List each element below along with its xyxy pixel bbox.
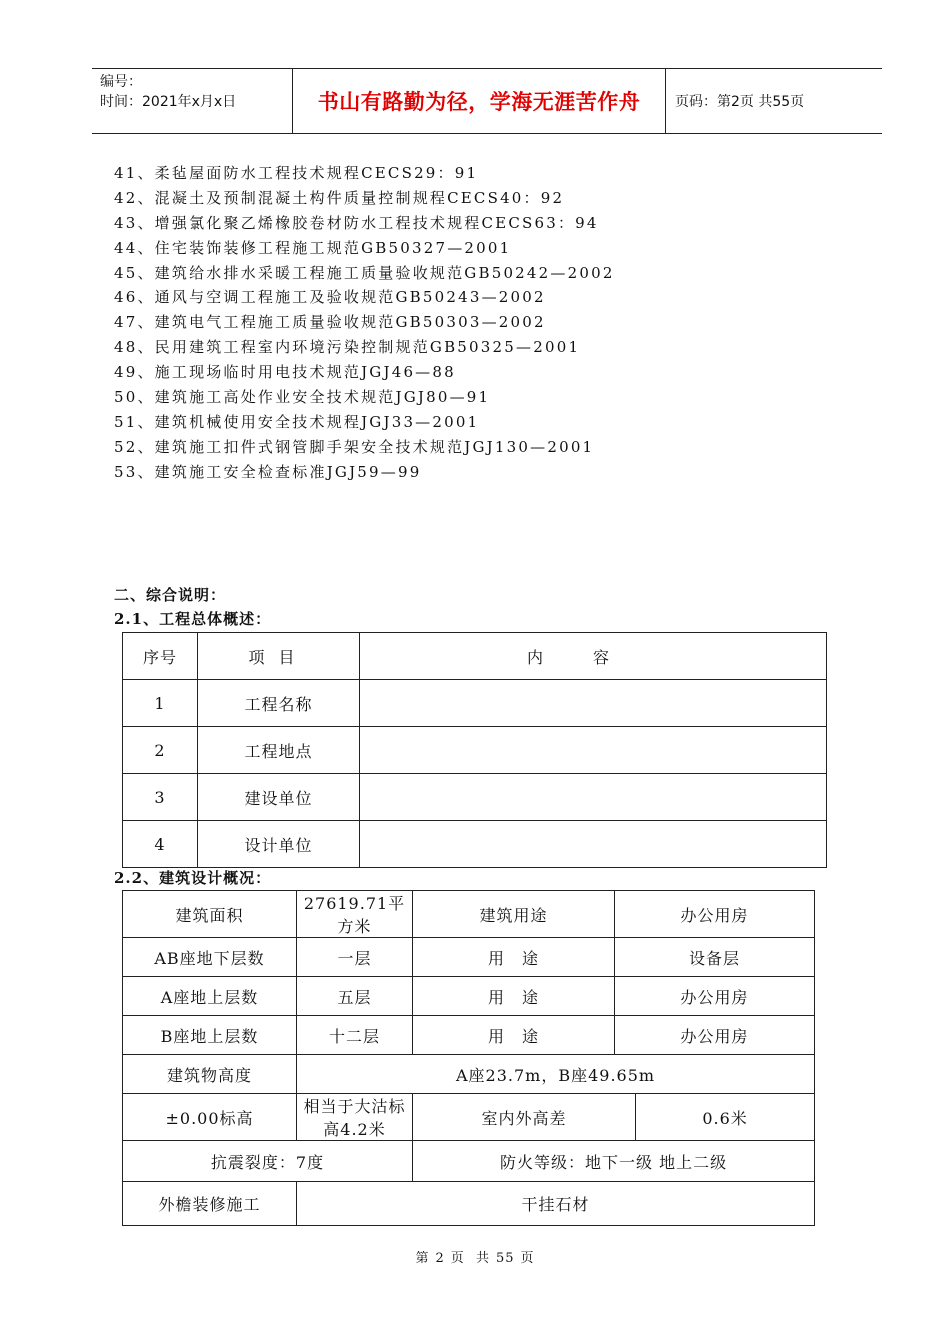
footer-ye: 页 <box>450 1251 465 1266</box>
header-meta <box>92 69 293 133</box>
standard-item: 52、建筑施工扣件式钢管脚手架安全技术规范JGJ130—2001 <box>114 437 595 456</box>
cell-label: A座地上层数 <box>123 977 297 1016</box>
page-footer <box>0 1247 950 1266</box>
cell-item: 工程地点 <box>198 727 360 774</box>
cell-value: 0.6米 <box>636 1094 815 1141</box>
cell-value: 相当于大沽标高4.2米 <box>297 1094 413 1141</box>
cell-value: 27619.71平方米 <box>297 891 413 938</box>
standard-item: 44、住宅装饰装修工程施工规范GB50327—2001 <box>114 238 512 257</box>
standards-list <box>114 161 615 485</box>
table-header-row <box>123 633 827 680</box>
cell-value: 办公用房 <box>615 977 815 1016</box>
header-motto-cell <box>293 69 666 133</box>
cell-label: 建筑面积 <box>123 891 297 938</box>
table-row <box>123 1055 815 1094</box>
cell-content <box>360 774 827 821</box>
table-row <box>123 1182 815 1226</box>
header-time-label: 时间：2021年x月x日 <box>100 94 237 110</box>
table-row <box>123 891 815 938</box>
cell-value: 干挂石材 <box>297 1182 815 1226</box>
cell-label: 用 途 <box>413 977 615 1016</box>
header-cell-item: 项目 <box>198 633 360 680</box>
standard-item: 41、柔毡屋面防水工程技术规程CECS29：91 <box>114 164 479 182</box>
header-page-info <box>666 69 882 133</box>
design-table <box>122 890 815 1226</box>
standard-item: 53、建筑施工安全检查标准JGJ59—99 <box>114 462 422 481</box>
standard-item: 49、施工现场临时用电技术规范JGJ46—88 <box>114 363 456 382</box>
cell-no: 3 <box>123 774 198 821</box>
table-row <box>123 680 827 727</box>
table-row <box>123 938 815 977</box>
cell-label: 建筑用途 <box>413 891 615 938</box>
cell-item: 工程名称 <box>198 680 360 727</box>
footer-gong: 共 <box>475 1251 490 1266</box>
header-motto: 书山有路勤为径，学海无涯苦作舟 <box>317 90 641 114</box>
overview-table <box>122 632 827 868</box>
footer-ye: 页 <box>520 1251 535 1266</box>
table-row <box>123 727 827 774</box>
header-cell-content: 内容 <box>360 633 827 680</box>
standard-item: 50、建筑施工高处作业安全技术规范JGJ80—91 <box>114 388 491 407</box>
standard-item: 45、建筑给水排水采暖工程施工质量验收规范GB50242—2002 <box>114 263 615 282</box>
page-header <box>92 68 882 134</box>
cell-item: 建设单位 <box>198 774 360 821</box>
cell-value: 十二层 <box>297 1016 413 1055</box>
standard-item: 51、建筑机械使用安全技术规程JGJ33—2001 <box>114 412 480 431</box>
header-code-label: 编号： <box>100 74 142 90</box>
cell-value: A座23.7m，B座49.65m <box>297 1055 815 1094</box>
cell-label: 用 途 <box>413 1016 615 1055</box>
cell-value: 办公用房 <box>615 1016 815 1055</box>
cell-seismic: 抗震裂度：7度 <box>123 1141 413 1182</box>
table-row <box>123 1094 815 1141</box>
cell-label: 用 途 <box>413 938 615 977</box>
table-row <box>123 821 827 868</box>
subsection-title-design: 2.2、建筑设计概况： <box>114 869 272 887</box>
cell-label: B座地上层数 <box>123 1016 297 1055</box>
cell-value: 办公用房 <box>615 891 815 938</box>
table-row <box>123 1141 815 1182</box>
header-cell-no: 序号 <box>123 633 198 680</box>
cell-label: ±0.00标高 <box>123 1094 297 1141</box>
standard-item: 43、增强氯化聚乙烯橡胶卷材防水工程技术规程CECS63：94 <box>114 213 599 232</box>
cell-label: 室内外高差 <box>413 1094 636 1141</box>
cell-no: 2 <box>123 727 198 774</box>
cell-no: 4 <box>123 821 198 868</box>
table-row <box>123 774 827 821</box>
cell-value: 一层 <box>297 938 413 977</box>
subsection-title-overview: 2.1、工程总体概述： <box>114 610 272 628</box>
cell-label: AB座地下层数 <box>123 938 297 977</box>
table-row <box>123 1016 815 1055</box>
cell-content <box>360 727 827 774</box>
cell-content <box>360 821 827 868</box>
cell-no: 1 <box>123 680 198 727</box>
footer-page-number: 2 <box>435 1251 445 1266</box>
footer-total-pages: 55 <box>495 1251 515 1266</box>
footer-di: 第 <box>415 1251 430 1266</box>
table-row <box>123 977 815 1016</box>
cell-content <box>360 680 827 727</box>
standard-item: 46、通风与空调工程施工及验收规范GB50243—2002 <box>114 288 546 307</box>
standard-item: 42、混凝土及预制混凝土构件质量控制规程CECS40：92 <box>114 188 565 207</box>
cell-value: 设备层 <box>615 938 815 977</box>
cell-item: 设计单位 <box>198 821 360 868</box>
standard-item: 47、建筑电气工程施工质量验收规范GB50303—2002 <box>114 313 546 332</box>
cell-label: 建筑物高度 <box>123 1055 297 1094</box>
header-page-label: 页码：第2页 共55页 <box>675 94 805 110</box>
cell-fire-rating: 防火等级：地下一级 地上二级 <box>413 1141 815 1182</box>
cell-value: 五层 <box>297 977 413 1016</box>
section-title: 二、综合说明： <box>114 586 227 604</box>
standard-item: 48、民用建筑工程室内环境污染控制规范GB50325—2001 <box>114 338 581 357</box>
cell-label: 外檐装修施工 <box>123 1182 297 1226</box>
